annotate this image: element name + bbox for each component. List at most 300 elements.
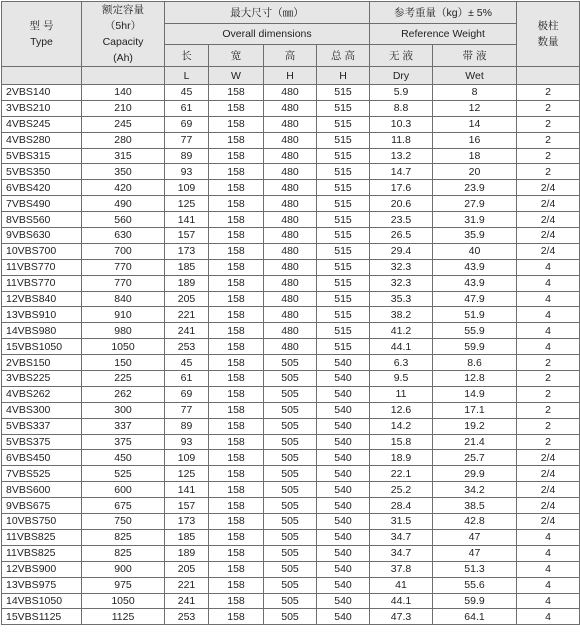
length-cell: 221 xyxy=(165,307,209,323)
width-cell: 158 xyxy=(209,609,264,625)
width-cell: 158 xyxy=(209,482,264,498)
wet-weight-cell: 16 xyxy=(433,132,517,148)
total-height-cell: 540 xyxy=(317,514,370,530)
length-cell: 157 xyxy=(165,498,209,514)
poles-cell: 4 xyxy=(517,259,580,275)
total-height-cell: 515 xyxy=(317,100,370,116)
capacity-cell: 600 xyxy=(82,482,165,498)
height-cell: 480 xyxy=(264,85,317,101)
type-cell: 12VBS840 xyxy=(2,291,82,307)
dry-weight-cell: 5.9 xyxy=(370,85,433,101)
table-row xyxy=(2,148,580,164)
capacity-cell: 840 xyxy=(82,291,165,307)
height-cell: 480 xyxy=(264,100,317,116)
poles-header xyxy=(517,2,580,67)
type-cell: 7VBS490 xyxy=(2,196,82,212)
type-cell: 12VBS900 xyxy=(2,561,82,577)
poles-cell: 4 xyxy=(517,561,580,577)
weight-header-en: Reference Weight xyxy=(370,23,517,45)
wet-weight-cell: 8.6 xyxy=(433,355,517,371)
height-cell: 505 xyxy=(264,609,317,625)
width-cell: 158 xyxy=(209,514,264,530)
width-cell: 158 xyxy=(209,402,264,418)
wet-weight-cell: 55.9 xyxy=(433,323,517,339)
wet-weight-cell: 20 xyxy=(433,164,517,180)
dry-weight-cell: 34.7 xyxy=(370,545,433,561)
dry-weight-cell: 6.3 xyxy=(370,355,433,371)
length-cell: 61 xyxy=(165,100,209,116)
width-cell: 158 xyxy=(209,228,264,244)
width-cell: 158 xyxy=(209,243,264,259)
width-cell: 158 xyxy=(209,212,264,228)
type-cell: 9VBS630 xyxy=(2,228,82,244)
poles-cell: 2 xyxy=(517,116,580,132)
capacity-cell: 770 xyxy=(82,259,165,275)
dry-weight-cell: 38.2 xyxy=(370,307,433,323)
poles-cell: 4 xyxy=(517,291,580,307)
type-cell: 9VBS675 xyxy=(2,498,82,514)
type-cell: 4VBS280 xyxy=(2,132,82,148)
length-cell: 69 xyxy=(165,116,209,132)
capacity-cell: 420 xyxy=(82,180,165,196)
length-cell: 221 xyxy=(165,577,209,593)
table-row xyxy=(2,323,580,339)
table-row xyxy=(2,291,580,307)
type-cell: 14VBS980 xyxy=(2,323,82,339)
table-row xyxy=(2,482,580,498)
dry-weight-cell: 29.4 xyxy=(370,243,433,259)
dry-weight-cell: 18.9 xyxy=(370,450,433,466)
wet-weight-cell: 43.9 xyxy=(433,259,517,275)
dry-weight-cell: 11 xyxy=(370,386,433,402)
width-cell: 158 xyxy=(209,434,264,450)
type-cell: 4VBS300 xyxy=(2,402,82,418)
width-cell: 158 xyxy=(209,180,264,196)
wet-weight-cell: 29.9 xyxy=(433,466,517,482)
width-cell: 158 xyxy=(209,386,264,402)
dry-weight-cell: 37.8 xyxy=(370,561,433,577)
dry-weight-cell: 35.3 xyxy=(370,291,433,307)
length-header xyxy=(165,45,209,67)
poles-cell: 2 xyxy=(517,434,580,450)
capacity-cell: 1125 xyxy=(82,609,165,625)
total-height-cell: 515 xyxy=(317,85,370,101)
length-cell: 125 xyxy=(165,466,209,482)
wet-weight-cell: 51.3 xyxy=(433,561,517,577)
table-row xyxy=(2,514,580,530)
capacity-header-rate: （5hr） xyxy=(104,20,142,32)
width-cell: 158 xyxy=(209,116,264,132)
table-row xyxy=(2,259,580,275)
length-cell: 185 xyxy=(165,259,209,275)
dry-weight-cell: 32.3 xyxy=(370,275,433,291)
poles-cell: 2 xyxy=(517,355,580,371)
poles-cell: 2/4 xyxy=(517,482,580,498)
type-cell: 6VBS450 xyxy=(2,450,82,466)
type-header-cn: 型 号 xyxy=(29,20,54,32)
poles-cell: 2/4 xyxy=(517,180,580,196)
height-cell: 480 xyxy=(264,180,317,196)
total-height-cell: 540 xyxy=(317,418,370,434)
height-cell: 480 xyxy=(264,323,317,339)
height-cell: 480 xyxy=(264,132,317,148)
capacity-cell: 245 xyxy=(82,116,165,132)
width-cell: 158 xyxy=(209,466,264,482)
table-row xyxy=(2,100,580,116)
dry-weight-cell: 47.3 xyxy=(370,609,433,625)
total-height-header xyxy=(317,45,370,67)
poles-cell: 2 xyxy=(517,371,580,387)
height-cell: 480 xyxy=(264,275,317,291)
table-row xyxy=(2,339,580,355)
weight-header-cn: 参考重量（kg）± 5% xyxy=(370,2,517,24)
dry-weight-cell: 14.2 xyxy=(370,418,433,434)
total-height-cell: 540 xyxy=(317,498,370,514)
wet-weight-cell: 47.9 xyxy=(433,291,517,307)
length-cell: 77 xyxy=(165,132,209,148)
type-cell: 15VBS1125 xyxy=(2,609,82,625)
poles-cell: 2 xyxy=(517,164,580,180)
poles-cell: 4 xyxy=(517,609,580,625)
total-height-cell: 515 xyxy=(317,307,370,323)
total-height-cell: 540 xyxy=(317,434,370,450)
height-cell: 505 xyxy=(264,577,317,593)
length-cell: 93 xyxy=(165,164,209,180)
dry-weight-cell: 25.2 xyxy=(370,482,433,498)
wet-weight-cell: 47 xyxy=(433,529,517,545)
table-row xyxy=(2,212,580,228)
height-cell: 480 xyxy=(264,291,317,307)
height-header-cn: 高 xyxy=(284,49,296,62)
wet-weight-cell: 12.8 xyxy=(433,371,517,387)
length-cell: 253 xyxy=(165,609,209,625)
dry-weight-cell: 14.7 xyxy=(370,164,433,180)
length-cell: 241 xyxy=(165,593,209,609)
wet-weight-cell: 8 xyxy=(433,85,517,101)
type-cell: 7VBS525 xyxy=(2,466,82,482)
capacity-cell: 1050 xyxy=(82,339,165,355)
height-cell: 505 xyxy=(264,371,317,387)
width-cell: 158 xyxy=(209,593,264,609)
table-row xyxy=(2,402,580,418)
type-cell: 2VBS150 xyxy=(2,355,82,371)
length-cell: 205 xyxy=(165,561,209,577)
length-cell: 89 xyxy=(165,148,209,164)
type-cell: 15VBS1050 xyxy=(2,339,82,355)
type-cell: 11VBS825 xyxy=(2,545,82,561)
total-height-cell: 540 xyxy=(317,545,370,561)
total-height-cell: 515 xyxy=(317,339,370,355)
type-cell: 13VBS975 xyxy=(2,577,82,593)
poles-cell: 4 xyxy=(517,529,580,545)
total-height-cell: 515 xyxy=(317,275,370,291)
poles-cell: 2/4 xyxy=(517,228,580,244)
table-row xyxy=(2,116,580,132)
type-cell: 10VBS700 xyxy=(2,243,82,259)
length-cell: 89 xyxy=(165,418,209,434)
type-cell: 10VBS750 xyxy=(2,514,82,530)
type-cell: 11VBS770 xyxy=(2,275,82,291)
total-height-cell: 540 xyxy=(317,466,370,482)
table-row xyxy=(2,545,580,561)
width-cell: 158 xyxy=(209,85,264,101)
total-height-header-cn: 总 高 xyxy=(331,49,355,62)
length-cell: 45 xyxy=(165,85,209,101)
capacity-cell: 337 xyxy=(82,418,165,434)
length-cell: 77 xyxy=(165,402,209,418)
wet-weight-cell: 12 xyxy=(433,100,517,116)
length-cell: 157 xyxy=(165,228,209,244)
dry-weight-cell: 23.5 xyxy=(370,212,433,228)
wet-weight-header-cn: 带 液 xyxy=(462,49,487,62)
wet-weight-cell: 25.7 xyxy=(433,450,517,466)
height-cell: 505 xyxy=(264,545,317,561)
poles-header-line-1: 极柱 xyxy=(537,20,559,32)
wet-weight-cell: 43.9 xyxy=(433,275,517,291)
poles-cell: 4 xyxy=(517,323,580,339)
dry-weight-cell: 41 xyxy=(370,577,433,593)
width-cell: 158 xyxy=(209,545,264,561)
poles-cell: 2/4 xyxy=(517,498,580,514)
height-cell: 505 xyxy=(264,561,317,577)
total-height-cell: 515 xyxy=(317,291,370,307)
width-cell: 158 xyxy=(209,355,264,371)
wet-weight-header-en: Wet xyxy=(433,67,517,85)
wet-weight-cell: 47 xyxy=(433,545,517,561)
height-cell: 505 xyxy=(264,402,317,418)
type-cell: 5VBS337 xyxy=(2,418,82,434)
dry-weight-cell: 8.8 xyxy=(370,100,433,116)
total-height-cell: 515 xyxy=(317,243,370,259)
table-row xyxy=(2,386,580,402)
capacity-cell: 770 xyxy=(82,275,165,291)
height-header-en: H xyxy=(264,67,317,85)
table-row xyxy=(2,498,580,514)
dry-weight-cell: 44.1 xyxy=(370,593,433,609)
capacity-cell: 140 xyxy=(82,85,165,101)
poles-cell: 4 xyxy=(517,577,580,593)
capacity-cell: 450 xyxy=(82,450,165,466)
dry-weight-cell: 26.5 xyxy=(370,228,433,244)
dimensions-header-cn: 最大尺寸（㎜） xyxy=(165,2,370,24)
total-height-cell: 540 xyxy=(317,593,370,609)
total-height-cell: 540 xyxy=(317,386,370,402)
width-cell: 158 xyxy=(209,259,264,275)
total-height-cell: 515 xyxy=(317,228,370,244)
height-cell: 480 xyxy=(264,212,317,228)
capacity-cell: 675 xyxy=(82,498,165,514)
type-cell: 2VBS140 xyxy=(2,85,82,101)
poles-cell: 2/4 xyxy=(517,243,580,259)
table-row xyxy=(2,529,580,545)
total-height-cell: 515 xyxy=(317,148,370,164)
capacity-header-spacer xyxy=(82,67,165,85)
wet-weight-cell: 35.9 xyxy=(433,228,517,244)
total-height-cell: 540 xyxy=(317,402,370,418)
width-cell: 158 xyxy=(209,450,264,466)
width-cell: 158 xyxy=(209,339,264,355)
capacity-cell: 490 xyxy=(82,196,165,212)
height-cell: 505 xyxy=(264,514,317,530)
wet-weight-cell: 59.9 xyxy=(433,593,517,609)
capacity-cell: 525 xyxy=(82,466,165,482)
length-cell: 189 xyxy=(165,275,209,291)
dry-weight-cell: 22.1 xyxy=(370,466,433,482)
total-height-cell: 515 xyxy=(317,164,370,180)
dry-weight-cell: 44.1 xyxy=(370,339,433,355)
width-header-cn: 宽 xyxy=(230,49,242,62)
width-cell: 158 xyxy=(209,196,264,212)
table-row xyxy=(2,275,580,291)
capacity-cell: 300 xyxy=(82,402,165,418)
wet-weight-cell: 51.9 xyxy=(433,307,517,323)
total-height-cell: 540 xyxy=(317,450,370,466)
table-row xyxy=(2,228,580,244)
width-cell: 158 xyxy=(209,498,264,514)
poles-cell: 2 xyxy=(517,132,580,148)
capacity-cell: 350 xyxy=(82,164,165,180)
width-cell: 158 xyxy=(209,132,264,148)
table-header xyxy=(2,2,580,85)
length-header-cn: 长 xyxy=(181,49,192,62)
dry-weight-cell: 31.5 xyxy=(370,514,433,530)
table-row xyxy=(2,243,580,259)
width-header xyxy=(209,45,264,67)
width-cell: 158 xyxy=(209,561,264,577)
wet-weight-cell: 18 xyxy=(433,148,517,164)
battery-spec-table xyxy=(1,1,580,625)
wet-weight-cell: 38.5 xyxy=(433,498,517,514)
type-header-en: Type xyxy=(30,36,53,48)
capacity-cell: 900 xyxy=(82,561,165,577)
poles-cell: 4 xyxy=(517,545,580,561)
dry-weight-header-cn: 无 液 xyxy=(389,49,413,62)
capacity-header-en: Capacity xyxy=(102,36,144,48)
dry-weight-cell: 9.5 xyxy=(370,371,433,387)
type-cell: 5VBS350 xyxy=(2,164,82,180)
height-cell: 480 xyxy=(264,164,317,180)
table-row xyxy=(2,609,580,625)
width-cell: 158 xyxy=(209,307,264,323)
total-height-cell: 515 xyxy=(317,196,370,212)
total-height-cell: 515 xyxy=(317,259,370,275)
table-row xyxy=(2,577,580,593)
total-height-cell: 515 xyxy=(317,180,370,196)
length-cell: 141 xyxy=(165,482,209,498)
type-cell: 11VBS770 xyxy=(2,259,82,275)
length-cell: 45 xyxy=(165,355,209,371)
type-cell: 3VBS210 xyxy=(2,100,82,116)
wet-weight-cell: 59.9 xyxy=(433,339,517,355)
capacity-cell: 262 xyxy=(82,386,165,402)
height-cell: 480 xyxy=(264,307,317,323)
capacity-header xyxy=(82,2,165,67)
height-cell: 505 xyxy=(264,466,317,482)
width-cell: 158 xyxy=(209,371,264,387)
table-body xyxy=(2,85,580,625)
poles-cell: 2 xyxy=(517,386,580,402)
wet-weight-cell: 64.1 xyxy=(433,609,517,625)
width-cell: 158 xyxy=(209,529,264,545)
capacity-cell: 825 xyxy=(82,545,165,561)
dimensions-header-en: Overall dimensions xyxy=(165,23,370,45)
poles-cell: 2/4 xyxy=(517,212,580,228)
wet-weight-cell: 40 xyxy=(433,243,517,259)
table-row xyxy=(2,85,580,101)
height-cell: 505 xyxy=(264,386,317,402)
capacity-cell: 375 xyxy=(82,434,165,450)
dry-weight-header-en: Dry xyxy=(370,67,433,85)
wet-weight-header xyxy=(433,45,517,67)
dry-weight-cell: 20.6 xyxy=(370,196,433,212)
length-cell: 61 xyxy=(165,371,209,387)
width-cell: 158 xyxy=(209,164,264,180)
height-cell: 480 xyxy=(264,196,317,212)
table-row xyxy=(2,196,580,212)
table-row xyxy=(2,180,580,196)
length-cell: 125 xyxy=(165,196,209,212)
width-cell: 158 xyxy=(209,418,264,434)
dry-weight-header xyxy=(370,45,433,67)
height-cell: 480 xyxy=(264,339,317,355)
height-cell: 505 xyxy=(264,529,317,545)
wet-weight-cell: 14 xyxy=(433,116,517,132)
length-cell: 185 xyxy=(165,529,209,545)
dry-weight-cell: 41.2 xyxy=(370,323,433,339)
capacity-cell: 825 xyxy=(82,529,165,545)
capacity-cell: 980 xyxy=(82,323,165,339)
dry-weight-cell: 12.6 xyxy=(370,402,433,418)
total-height-header-en: H xyxy=(317,67,370,85)
wet-weight-cell: 42.8 xyxy=(433,514,517,530)
length-cell: 241 xyxy=(165,323,209,339)
poles-cell: 2/4 xyxy=(517,196,580,212)
poles-cell: 2 xyxy=(517,402,580,418)
dry-weight-cell: 17.6 xyxy=(370,180,433,196)
table-row xyxy=(2,307,580,323)
table-row xyxy=(2,164,580,180)
poles-header-spacer xyxy=(517,67,580,85)
capacity-cell: 560 xyxy=(82,212,165,228)
poles-cell: 2 xyxy=(517,100,580,116)
type-cell: 4VBS245 xyxy=(2,116,82,132)
width-cell: 158 xyxy=(209,100,264,116)
height-cell: 505 xyxy=(264,355,317,371)
length-cell: 189 xyxy=(165,545,209,561)
capacity-header-unit: (Ah) xyxy=(113,52,133,64)
type-cell: 4VBS262 xyxy=(2,386,82,402)
length-header-en: L xyxy=(165,67,209,85)
type-cell: 5VBS375 xyxy=(2,434,82,450)
poles-cell: 2 xyxy=(517,418,580,434)
type-cell: 6VBS420 xyxy=(2,180,82,196)
table-row xyxy=(2,371,580,387)
dry-weight-cell: 13.2 xyxy=(370,148,433,164)
height-cell: 480 xyxy=(264,243,317,259)
total-height-cell: 515 xyxy=(317,323,370,339)
poles-cell: 4 xyxy=(517,275,580,291)
type-cell: 5VBS315 xyxy=(2,148,82,164)
height-header xyxy=(264,45,317,67)
wet-weight-cell: 55.6 xyxy=(433,577,517,593)
type-cell: 8VBS560 xyxy=(2,212,82,228)
height-cell: 480 xyxy=(264,148,317,164)
total-height-cell: 540 xyxy=(317,609,370,625)
poles-cell: 2/4 xyxy=(517,466,580,482)
capacity-cell: 280 xyxy=(82,132,165,148)
poles-cell: 2/4 xyxy=(517,450,580,466)
wet-weight-cell: 34.2 xyxy=(433,482,517,498)
